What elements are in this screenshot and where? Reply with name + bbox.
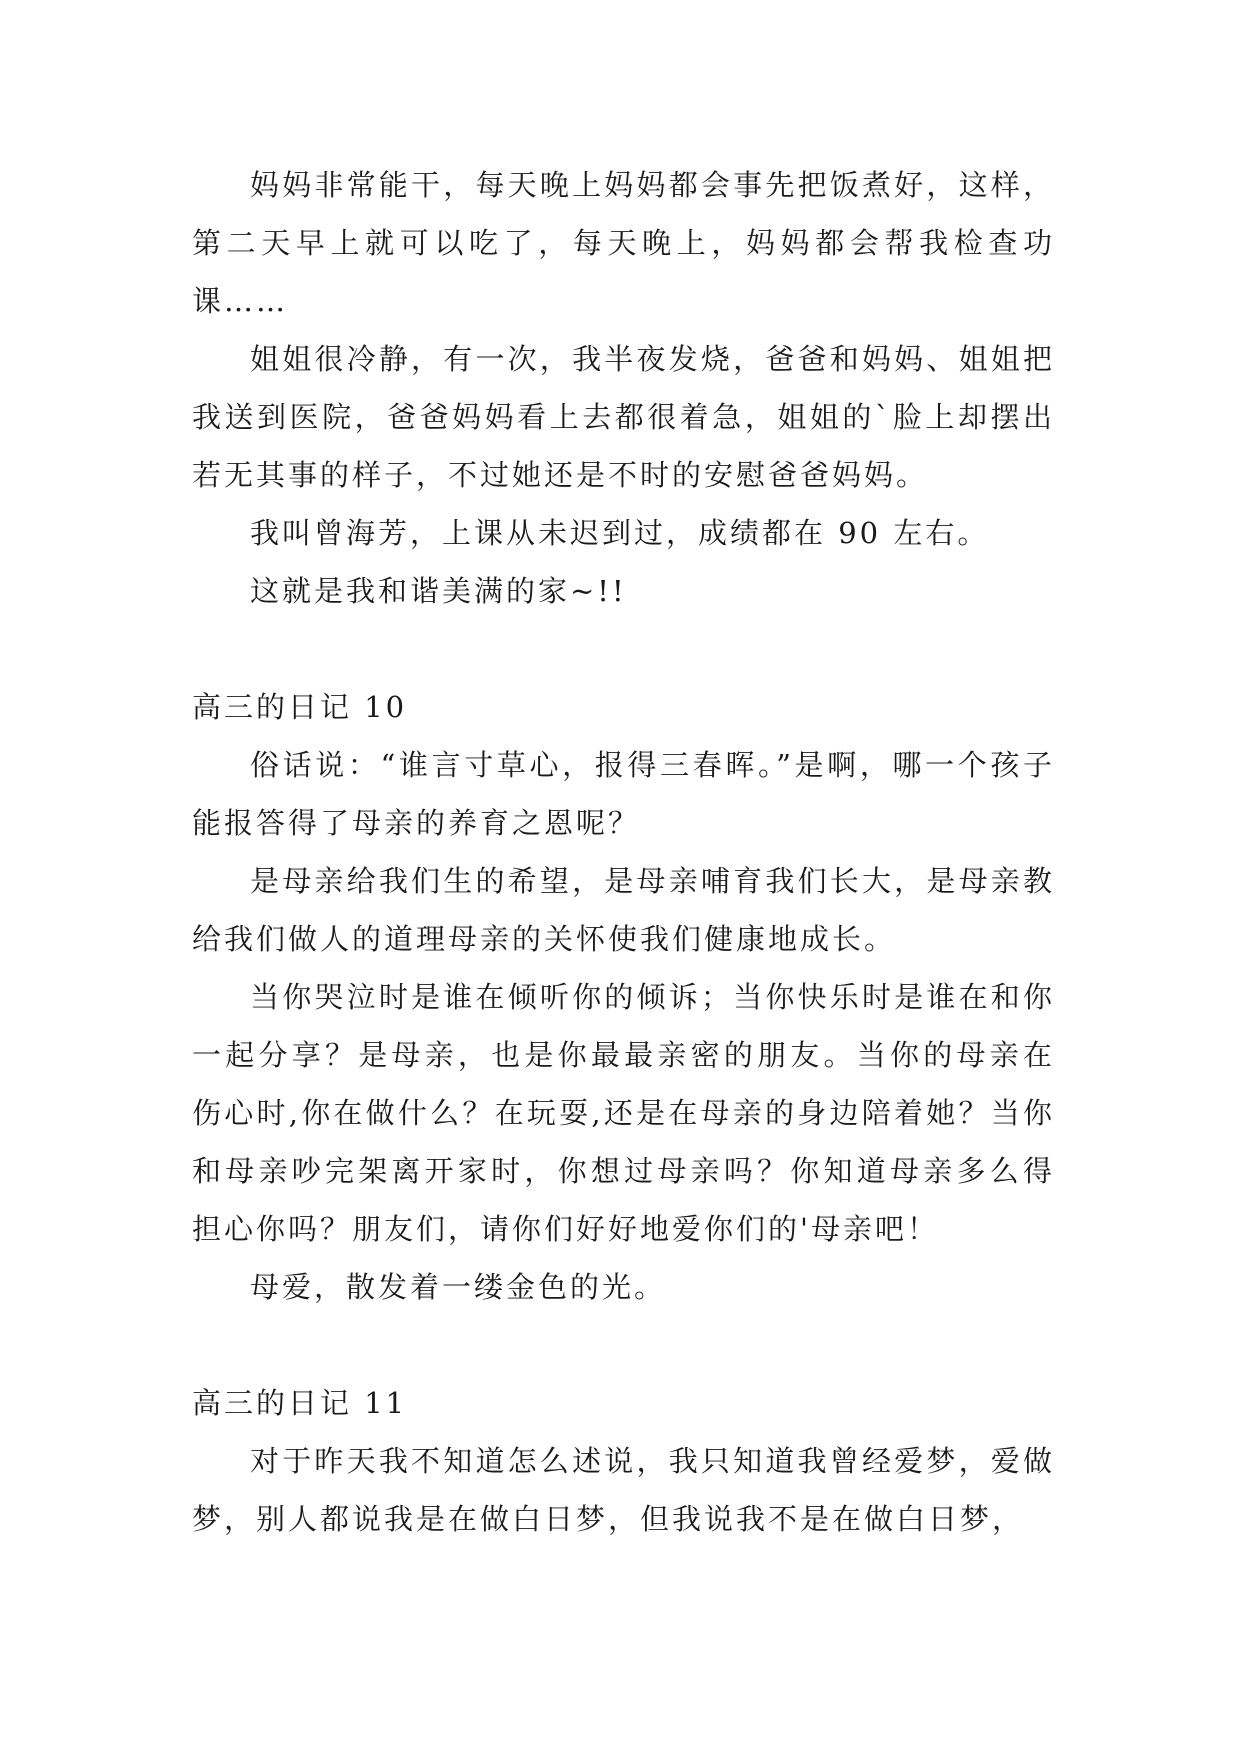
paragraph: 是母亲给我们生的希望，是母亲哺育我们长大，是母亲教给我们做人的道理母亲的关怀使我们健康地成长。	[192, 864, 1055, 956]
section-diary-11	[192, 1374, 1055, 1548]
document-body	[192, 156, 1055, 1548]
paragraph: 姐姐很冷静，有一次，我半夜发烧，爸爸和妈妈、姐姐把我送到医院，爸爸妈妈看上去都很着急，姐姐的`脸上却摆出若无其事的样子，不过她还是不时的安慰爸爸妈妈。	[192, 342, 1055, 492]
section-gap	[192, 620, 1055, 678]
paragraph: 妈妈非常能干，每天晚上妈妈都会事先把饭煮好，这样，第二天早上就可以吃了，每天晚上，妈妈都会帮我检查功课……	[192, 168, 1055, 318]
section-diary-10	[192, 678, 1055, 1316]
section-gap	[192, 1316, 1055, 1374]
paragraph: 我叫曾海芳，上课从未迟到过，成绩都在 90 左右。	[250, 516, 990, 550]
section-heading: 高三的日记 10	[192, 690, 408, 724]
paragraph: 母爱，散发着一缕金色的光。	[250, 1270, 667, 1304]
paragraph: 对于昨天我不知道怎么述说，我只知道我曾经爱梦，爱做梦，别人都说我是在做白日梦，但我说我不是在做白日梦，	[192, 1444, 1055, 1536]
paragraph: 这就是我和谐美满的家~!!	[250, 574, 627, 608]
paragraph: 当你哭泣时是谁在倾听你的倾诉；当你快乐时是谁在和你一起分享？是母亲，也是你最最亲密的朋友。当你的母亲在伤心时,你在做什么？在玩耍,还是在母亲的身边陪着她？当你和母亲吵完架离开家时，你想过母亲吗？你知道母亲多么得担心你吗？朋友们，请你们好好地爱你们的'母亲吧！	[192, 980, 1055, 1246]
section-family	[192, 156, 1055, 620]
section-heading: 高三的日记 11	[192, 1386, 408, 1420]
paragraph: 俗话说：“谁言寸草心，报得三春晖。”是啊，哪一个孩子能报答得了母亲的养育之恩呢？	[192, 748, 1055, 840]
